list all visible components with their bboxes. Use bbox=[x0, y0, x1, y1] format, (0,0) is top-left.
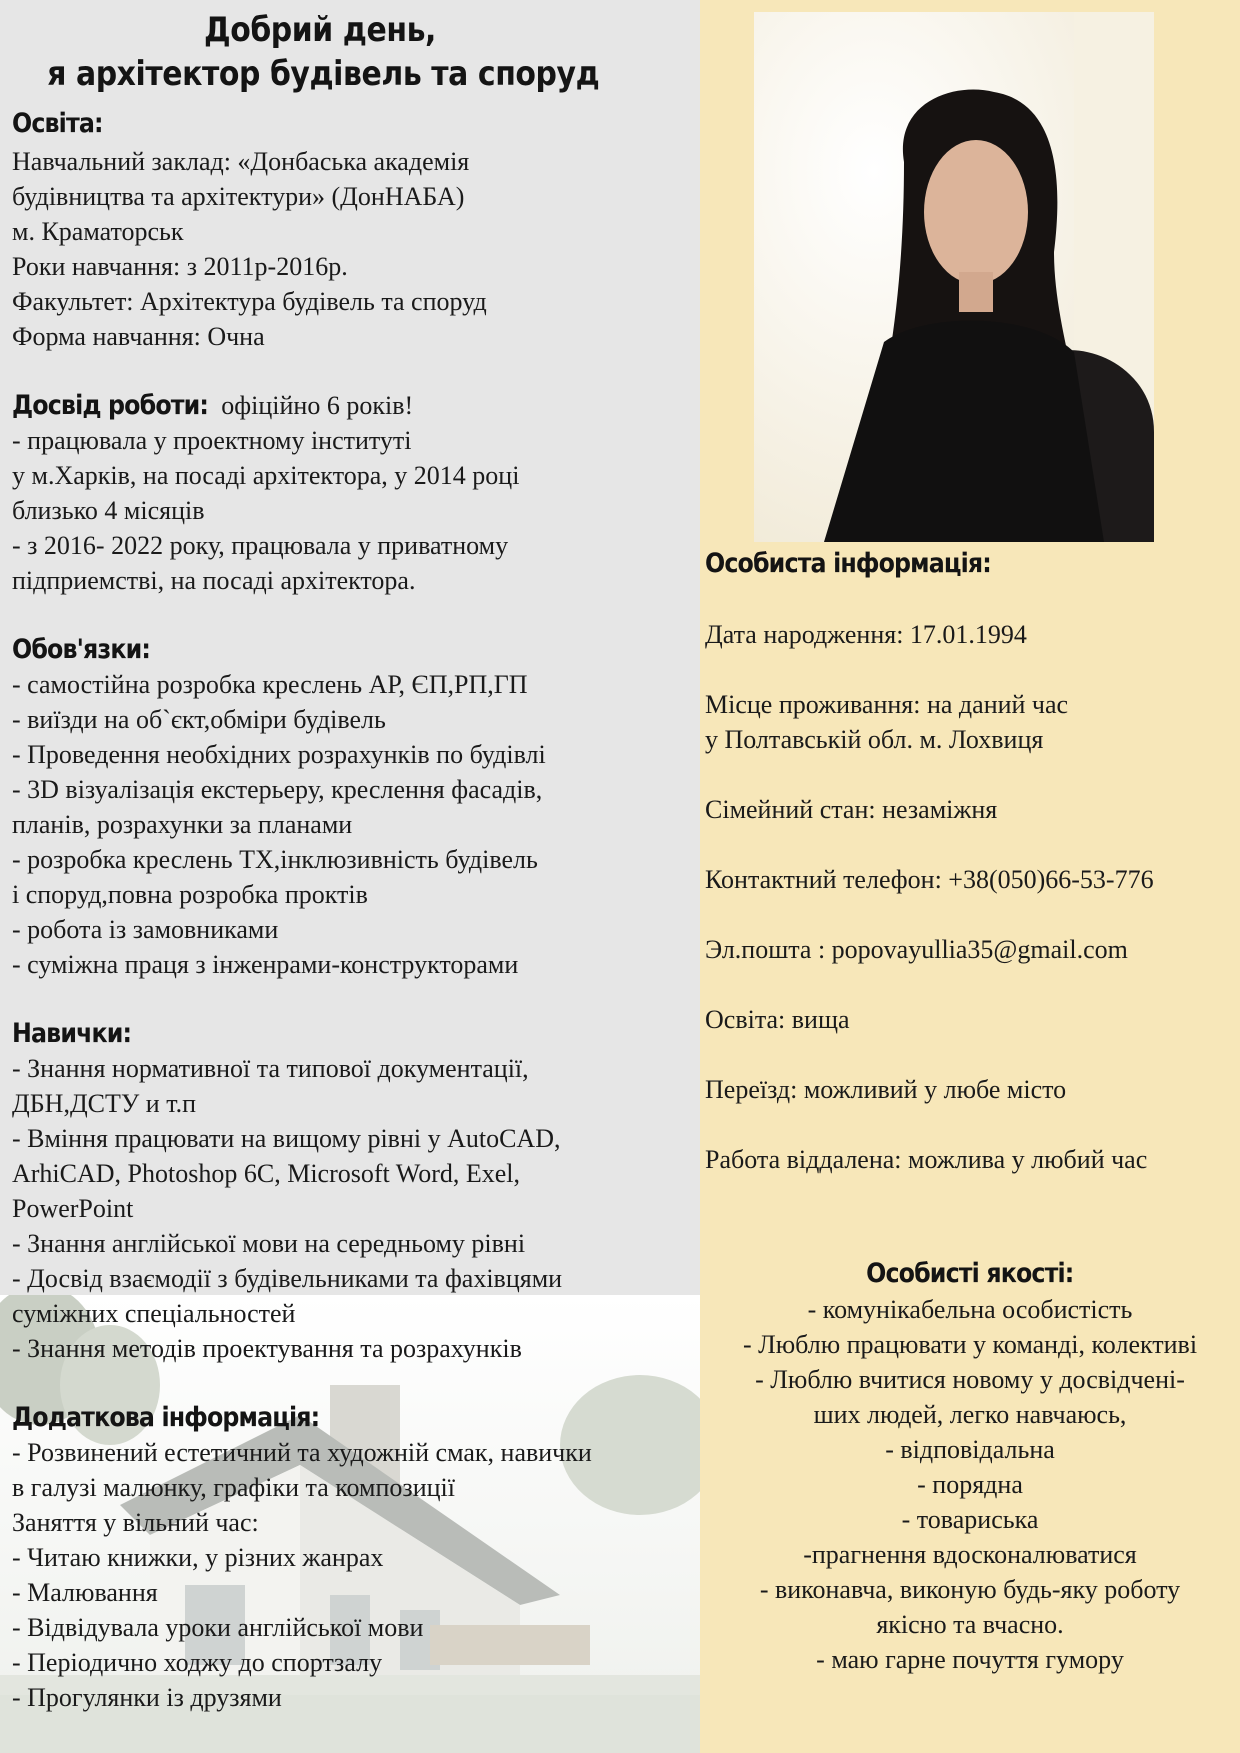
quality-item: - відповідальна bbox=[885, 1435, 1055, 1464]
education-line: м. Краматорськ bbox=[12, 217, 184, 246]
birth-date: Дата народження: 17.01.1994 bbox=[705, 620, 1027, 649]
additional-heading bbox=[12, 1400, 361, 1435]
profile-photo bbox=[754, 12, 1154, 542]
quality-item: -прагнення вдосконалюватися bbox=[803, 1540, 1137, 1569]
quality-item: - виконавча, виконую будь-яку роботу bbox=[759, 1575, 1181, 1604]
hobby-item: - Малювання bbox=[12, 1578, 158, 1607]
additional-item: в галузі малюнку, графіки та композиції bbox=[12, 1473, 455, 1502]
skill-item: - Знання англійської мови на середньому рівні bbox=[12, 1229, 526, 1258]
experience-line: у м.Харків, на посаді архітектора, у 2014 році bbox=[12, 461, 520, 490]
resume-headline bbox=[47, 8, 600, 96]
skill-item: ДБН,ДСТУ и т.п bbox=[12, 1089, 197, 1118]
duty-item: - Проведення необхідних розрахунків по будівлі bbox=[12, 740, 546, 769]
contact-phone: Контактний телефон: +38(050)66-53-776 bbox=[705, 865, 1154, 894]
skills-title: Навички: bbox=[12, 1018, 132, 1049]
experience-duration: офіційно 6 років! bbox=[214, 391, 414, 420]
hobbies-heading: Заняття у вільний час: bbox=[12, 1508, 259, 1537]
duty-item: - суміжна праця з інженрами-конструкторами bbox=[12, 950, 519, 979]
headline-profession: я архітектор будівель та споруд bbox=[47, 54, 600, 94]
residence-line: у Полтавській обл. м. Лохвиця bbox=[705, 725, 1044, 754]
qualities-title: Особисті якості: bbox=[866, 1258, 1074, 1289]
skill-item: - Вміння працювати на вищому рівні у AutoCAD, bbox=[12, 1124, 561, 1153]
hobby-item: - Відвідувала уроки англійської мови bbox=[12, 1613, 424, 1642]
hobby-item: - Прогулянки із друзями bbox=[12, 1683, 282, 1712]
personal-heading bbox=[705, 546, 1030, 581]
skill-item: суміжних спеціальностей bbox=[12, 1299, 296, 1328]
relocation: Переїзд: можливий у любе місто bbox=[705, 1075, 1067, 1104]
education-heading bbox=[12, 106, 115, 141]
experience-line: - працювала у проектному інституті bbox=[12, 426, 412, 455]
quality-item: - маю гарне почуття гумору bbox=[816, 1645, 1124, 1674]
quality-item: - Люблю вчитися новому у досвідчені- bbox=[755, 1365, 1185, 1394]
contact-email: Эл.пошта : popovayullia35@gmail.com bbox=[705, 935, 1128, 964]
quality-item: якісно та вчасно. bbox=[876, 1610, 1064, 1639]
education-line: Факультет: Архітектура будівель та споруд bbox=[12, 287, 487, 316]
additional-title: Додаткова інформація: bbox=[12, 1402, 320, 1433]
duty-item: і споруд,повна розробка проктів bbox=[12, 880, 368, 909]
experience-title: Досвід роботи: bbox=[12, 390, 209, 421]
duty-item: - робота із замовниками bbox=[12, 915, 279, 944]
duty-item: - розробка креслень ТХ,інклюзивність будівель bbox=[12, 845, 538, 874]
quality-item: - комунікабельна особистість bbox=[807, 1295, 1133, 1324]
education-line: будівництва та архітектури» (ДонНАБА) bbox=[12, 182, 465, 211]
duties-heading bbox=[12, 632, 169, 667]
hobby-item: - Періодично ходжу до спортзалу bbox=[12, 1648, 383, 1677]
duty-item: - 3D візуалізація екстерьеру, креслення фасадів, bbox=[12, 775, 543, 804]
residence-line: Місце проживання: на даний час bbox=[705, 690, 1069, 719]
education-title: Освіта: bbox=[12, 108, 103, 139]
quality-item: ших людей, легко навчаюсь, bbox=[813, 1400, 1127, 1429]
skill-item: - Знання методів проектування та розрахунків bbox=[12, 1334, 522, 1363]
education-line: Навчальний заклад: «Донбаська академія bbox=[12, 147, 470, 176]
quality-item: - порядна bbox=[917, 1470, 1023, 1499]
qualities-heading bbox=[700, 1256, 1240, 1291]
quality-item: - Люблю працювати у команді, колективі bbox=[742, 1330, 1198, 1359]
hobby-item: - Читаю книжки, у різних жанрах bbox=[12, 1543, 384, 1572]
remote-work: Работа віддалена: можлива у любий час bbox=[705, 1145, 1148, 1174]
duty-item: - самостійна розробка креслень АР, ЄП,РП,ГП bbox=[12, 670, 528, 699]
skill-item: ArhiCAD, Photoshop 6C, Microsoft Word, Exel, bbox=[12, 1159, 521, 1188]
additional-item: - Розвинений естетичний та художній смак, навички bbox=[12, 1438, 592, 1467]
experience-heading bbox=[12, 388, 413, 423]
marital-status: Сімейний стан: незаміжня bbox=[705, 795, 998, 824]
headline-greeting: Добрий день, bbox=[203, 10, 436, 50]
experience-line: підприемстві, на посаді архітектора. bbox=[12, 566, 416, 595]
education-line: Роки навчання: з 2011р-2016р. bbox=[12, 252, 348, 281]
skills-heading bbox=[12, 1016, 147, 1051]
quality-item: - товариська bbox=[901, 1505, 1039, 1534]
duty-item: - виїзди на об`єкт,обміри будівель bbox=[12, 705, 386, 734]
skill-item: - Досвід взаємодії з будівельниками та фахівцями bbox=[12, 1264, 563, 1293]
skill-item: PowerPoint bbox=[12, 1194, 134, 1223]
skill-item: - Знання нормативної та типової документації, bbox=[12, 1054, 529, 1083]
education-level: Освіта: вища bbox=[705, 1005, 850, 1034]
experience-line: - з 2016- 2022 року, працювала у приватному bbox=[12, 531, 509, 560]
duties-title: Обов'язки: bbox=[12, 634, 150, 665]
experience-line: близько 4 місяців bbox=[12, 496, 205, 525]
personal-title: Особиста інформація: bbox=[705, 548, 991, 579]
education-line: Форма навчання: Очна bbox=[12, 322, 265, 351]
duty-item: планів, розрахунки за планами bbox=[12, 810, 353, 839]
